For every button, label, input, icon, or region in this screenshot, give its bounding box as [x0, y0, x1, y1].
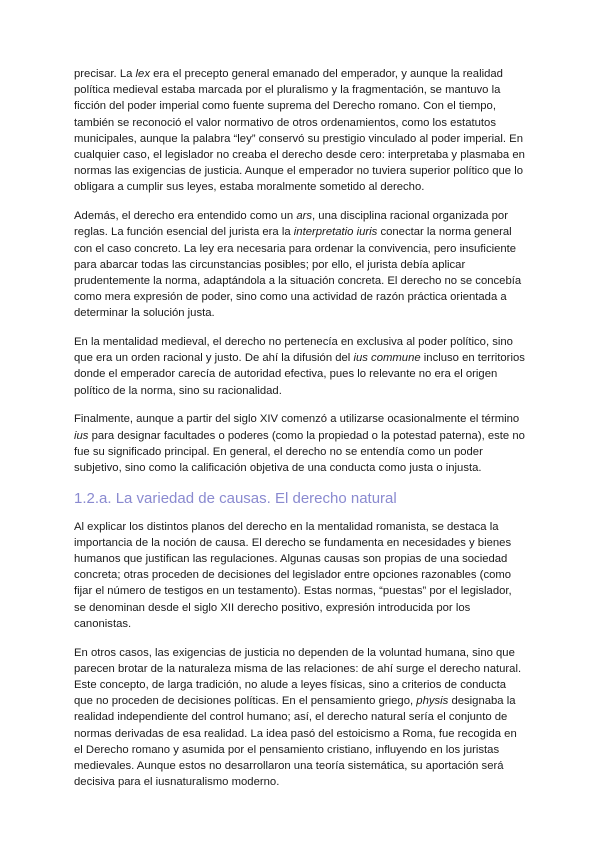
text-run: para designar facultades o poderes (como la propiedad o la potestad paterna), este no fue su significado principal. En general, el derecho no se entendía como un poder subjetivo, sino como la calificación objetiva de una conducta como justa o injusta. [74, 429, 525, 474]
paragraph [74, 411, 526, 476]
text-run: incluso en territorios donde el emperador carecía de autoridad efectiva, pues lo relevante no era el origen político de la norma, sino su racionalidad. [74, 352, 525, 397]
text-run: Además, el derecho era entendido como un [74, 210, 297, 223]
text-run: Finalmente, aunque a partir del siglo XIV comenzó a utilizarse ocasionalmente el término [74, 413, 520, 426]
paragraph [74, 334, 526, 399]
italic-term: lex [135, 68, 150, 80]
paragraph [74, 208, 526, 321]
text-run: designaba la realidad independiente del control humano; así, el derecho natural sería el conjunto de normas derivadas de esa realidad. La idea pasó del estoicismo a Roma, fue recogida en el Derecho romano y asumida por el pensamiento cristiano, influyendo en los juristas medievales. Aunque estos no desarrollaron una teoría sistemática, su aportación será decisiva para el iusnaturalismo moderno. [74, 695, 517, 789]
text-run: En otros casos, las exigencias de justicia no dependen de la voluntad humana, sino que parecen brotar de la naturaleza misma de las relaciones: de ahí surge el derecho natural. Este concepto, de larga tradición, no alude a leyes físicas, sino a criterios de conducta que no proceden de decisiones políticas. En el pensamiento griego, [74, 646, 522, 708]
text-run: , una disciplina racional organizada por reglas. La función esencial del jurista era la [74, 210, 508, 239]
paragraph [74, 519, 526, 632]
text-run: En la mentalidad medieval, el derecho no pertenecía en exclusiva al poder político, sino que era un orden racional y justo. De ahí la difusión del [74, 336, 513, 365]
body-text-after-heading [74, 519, 526, 791]
italic-term: physis [416, 695, 449, 708]
text-run: precisar. La [74, 68, 136, 80]
italic-term: ars [296, 210, 313, 223]
text-run: conectar la norma general con el caso concreto. La ley era necesaria para ordenar la convivencia, pero insuficiente para abarcar todas las circunstancias posibles; por ello, el jurista debía aplicar prudentemente la norma, adaptándola a la situación concreta. El derecho no se concebía como mera expresión de poder, sino como una actividad de razón práctica orientada a determinar la solución justa. [74, 226, 522, 320]
paragraph [74, 66, 526, 196]
paragraph [74, 645, 526, 791]
italic-term: interpretatio iuris [293, 226, 378, 239]
text-run: era el precepto general emanado del emperador, y aunque la realidad política medieval estaba marcada por el pluralismo y la fragmentación, se mantuvo la ficción del poder imperial como fuente suprema del Derecho romano. Con el tiempo, también se reconoció el valor normativo de otros ordenamientos, como los estatutos municipales, aunque la palabra “ley” conservó su prestigio vinculado al poder imperial. En cualquier caso, el legislador no creaba el derecho desde cero: interpretaba y plasmaba en normas las exigencias de justicia. Aunque el emperador no tuviera superior político que lo obligara a cumplir sus leyes, estaba moralmente sometido al derecho. [74, 68, 525, 194]
text-run: Al explicar los distintos planos del derecho en la mentalidad romanista, se destaca la importancia de la noción de causa. El derecho se fundamenta en necesidades y bienes humanos que justifican las regulaciones. Algunas causas son propias de una sociedad concreta; otras proceden de decisiones del legislador entre opciones razonables (como fijar el número de testigos en un testamento). Estas normas, “puestas” por el legislador, se denominan desde el siglo XII derecho positivo, expresión introducida por los canonistas. [74, 520, 512, 630]
document-page [74, 66, 526, 803]
body-text-before-heading [74, 66, 526, 476]
section-heading: 1.2.a. La variedad de causas. El derecho natural [74, 489, 397, 507]
italic-term: ius commune [353, 352, 421, 365]
italic-term: ius [74, 429, 89, 442]
